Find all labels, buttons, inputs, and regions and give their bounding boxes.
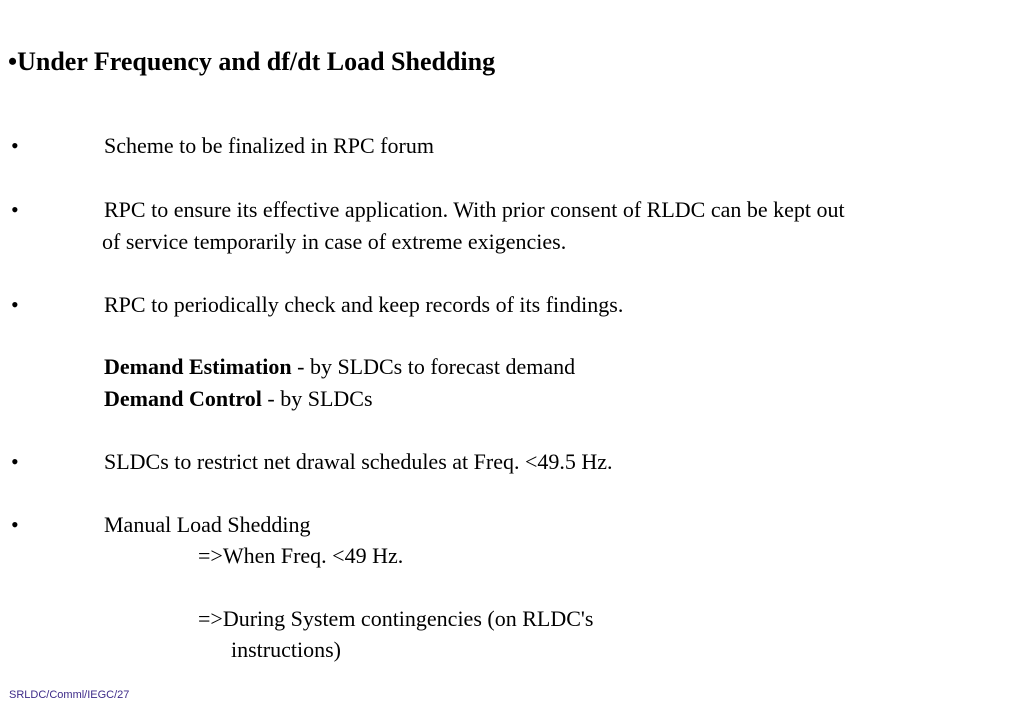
rpc-ensure-line-1: RPC to ensure its effective application. With prior consent of RLDC can be kept out: [104, 197, 845, 222]
rpc-periodic-text: RPC to periodically check and keep records of its findings.: [104, 292, 624, 317]
manual-shedding-text: Manual Load Shedding: [104, 512, 311, 537]
contingencies-line-1: =>During System contingencies (on RLDC's: [198, 606, 594, 631]
rpc-ensure-line-2: of service temporarily in case of extreme exigencies.: [102, 229, 567, 254]
bullet-symbol: •: [11, 133, 19, 158]
bullet-symbol: •: [11, 449, 19, 474]
demand-estimation-label: Demand Estimation: [104, 354, 292, 379]
bullet-symbol: •: [11, 292, 19, 317]
sldc-restrict-text: SLDCs to restrict net drawal schedules at Freq. <49.5 Hz.: [104, 449, 613, 474]
bullet-symbol: •: [11, 197, 19, 222]
bullet-symbol: •: [11, 512, 19, 537]
contingencies-line-2: instructions): [231, 637, 341, 662]
demand-control-label: Demand Control: [104, 386, 262, 411]
when-freq-text: =>When Freq. <49 Hz.: [198, 543, 404, 568]
demand-estimation-text: - by SLDCs to forecast demand: [291, 354, 576, 379]
slide-heading: •Under Frequency and df/dt Load Shedding: [8, 47, 496, 76]
scheme-text: Scheme to be finalized in RPC forum: [104, 133, 434, 158]
demand-control-line: [104, 386, 373, 412]
demand-control-text: - by SLDCs: [261, 386, 373, 411]
demand-estimation-line: [104, 354, 575, 380]
slide-footer: SRLDC/Comml/IEGC/27: [9, 689, 130, 701]
